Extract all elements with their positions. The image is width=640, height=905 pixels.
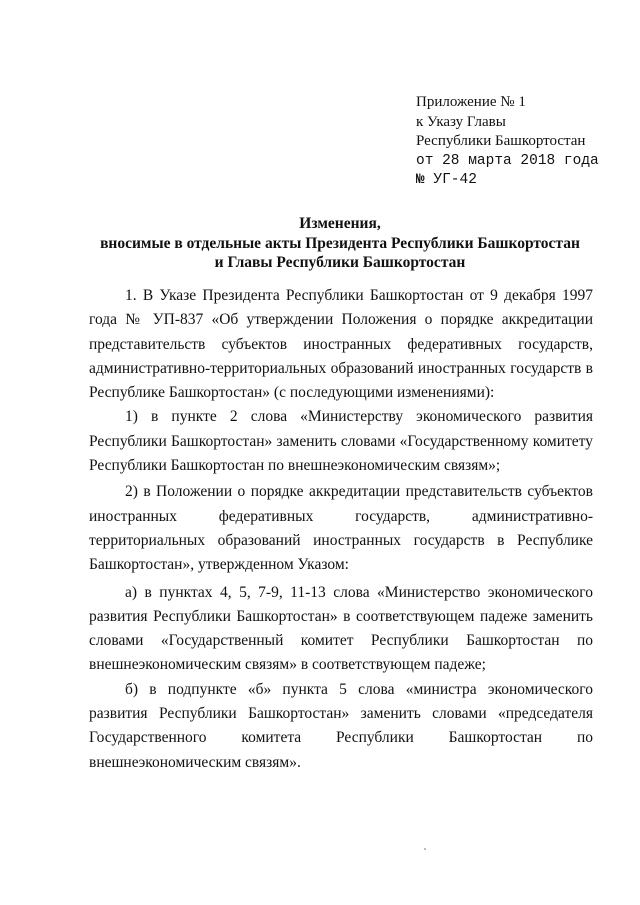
appendix-number-line: [416, 171, 599, 191]
scan-speck: [424, 848, 426, 850]
title-line-3: и Главы Республики Башкортостан: [214, 254, 466, 271]
paragraph-1-2-b: б) в подпункте «б» пункта 5 слова «министра экономического развития Республики Башкортостан» заменить словами «председателя Государственного комитета Республики Башкортостан по внешнеэкономическим связям».: [89, 680, 593, 771]
paragraph-1-2: 2) в Положении о порядке аккредитации представительств субъектов иностранных федеративных государств, административно-территориальных образований иностранных государств в Республике Башкортостан», утвержденном Указом:: [89, 483, 593, 574]
appendix-line-2: к Указу Главы: [416, 113, 506, 130]
paragraph-1-1: 1) в пункте 2 слова «Министерству экономического развития Республики Башкортостан» заменить словами «Государственному комитету Республики Башкортостан по внешнеэкономическим связям»;: [89, 408, 593, 475]
document-body: [89, 284, 593, 775]
paragraph-1-2-a: а) в пунктах 4, 5, 7-9, 11-13 слова «Министерство экономического развития Республики Башкортостан» в соответствующем падеже заменить словами «Государственный комитет Республики Башкортостан по внешнеэкономическим связям» в соответствующем падеже;: [89, 583, 593, 674]
appendix-line-3: Республики Башкортостан: [416, 133, 586, 149]
decree-number: УГ-42: [433, 172, 477, 188]
appendix-date: от 28 марта 2018 года: [416, 152, 599, 169]
appendix-block: [416, 93, 599, 191]
paragraph-1: 1. В Указе Президента Республики Башкортостан от 9 декабря 1997 года № УП-837 «Об утверждении Положения о порядке аккредитации представительств субъектов иностранных федеративных государств, административно-территориальных образований иностранных государств в Республике Башкортостан» (с последующими изменениями):: [89, 287, 593, 402]
document-title: [60, 214, 620, 273]
appendix-line-1: Приложение № 1: [416, 94, 526, 110]
number-sign: №: [416, 172, 425, 188]
title-line-1: Изменения,: [299, 215, 381, 232]
title-line-2: вносимые в отдельные акты Президента Республики Башкортостан: [100, 234, 580, 252]
